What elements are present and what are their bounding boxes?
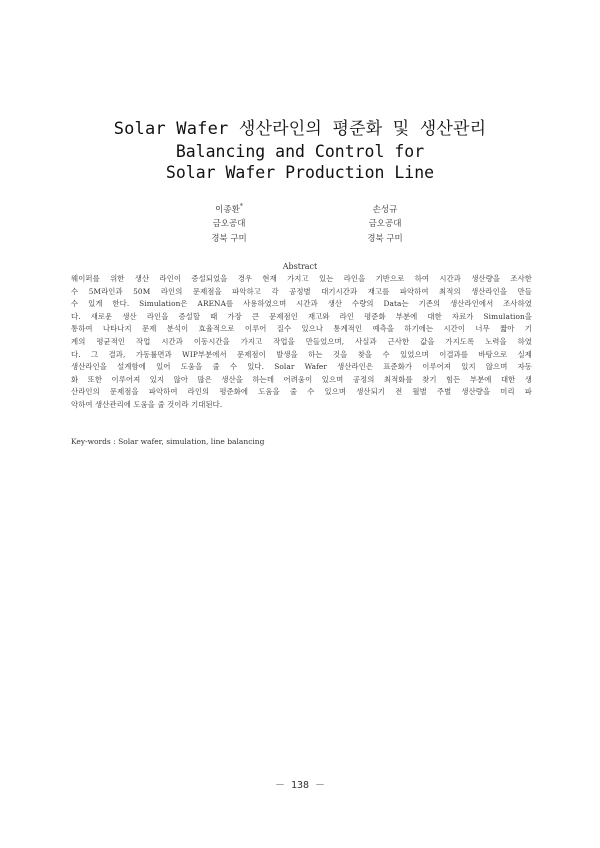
abstract-body: [71, 273, 532, 412]
abstract-line: 화 또한 이루어져 있지 않아 많은 생산을 하는데 어려움이 있으며 공정의 최적화를 찾기 힘든 부분에 대한 생: [71, 374, 532, 384]
title-korean: Solar Wafer 생산라인의 평준화 및 생산관리: [113, 119, 487, 139]
abstract-line: 산라인의 문제점을 파악하여 라인의 평준화에 도움을 줄 수 있으며 생산되기 전 월별 주별 생산량을 미리 파: [71, 387, 532, 397]
abstract-line: 악하여 생산관리에 도움을 줄 것이라 기대된다.: [71, 399, 223, 409]
author-location: 경북 구미: [367, 233, 403, 244]
abstract-line: 다. 그 결과, 가동률면과 WIP부분에서 문제점이 발생을 하는 것을 찾을 수 있었으며 이결과를 바탕으로 실제: [71, 349, 532, 359]
title-english-line2: Solar Wafer Production Line: [165, 163, 435, 182]
page-number: － 138 －: [274, 780, 326, 791]
author-name: 이종환*: [215, 203, 243, 215]
abstract-line: 웨이퍼를 위한 생산 라인이 증설되었을 경우 현재 가지고 있는 라인을 기반으로 하여 시간과 생산량을 조사한: [71, 274, 532, 283]
title-english-line1: Balancing and Control for: [175, 142, 425, 161]
abstract-line: 다. 새로운 생산 라인을 증설할 때 가장 큰 문제점인 재고와 라인 평준화 부분에 대한 자료가 Simulation을: [71, 311, 532, 321]
author-location: 경북 구미: [211, 233, 247, 244]
author-affiliation: 금오공대: [212, 219, 246, 230]
abstract-line: 수 있게 한다. Simulation은 ARENA를 사용하였으며 시간과 생산 수량의 Data는 기존의 생산라인에서 조사하였: [71, 299, 532, 309]
abstract-line: 생산라인을 설계함에 있어 도움을 줄 수 있다. Solar Wafer 생산라인은 표준화가 이루어져 있지 않으며 자동: [71, 362, 532, 372]
keywords: Key-words : Solar wafer, simulation, line balancing: [71, 437, 265, 446]
corresponding-mark: *: [239, 203, 243, 210]
author-block: [169, 200, 289, 246]
abstract-line: 수 5M라인과 50M 라인의 문제점을 파악하고 각 공정별 대기시간과 재고를 파악하여 최적의 생산라인을 만들: [71, 286, 532, 296]
author-block: [325, 200, 445, 246]
abstract-line: 통하여 나타나지 문제 분석이 효율적으로 이루어 질수 있으나 통계적인 예측을 하기에는 시간이 너무 짧아 기: [71, 324, 532, 334]
abstract-line: 계의 평균적인 작업 시간과 이동시간을 가지고 작업을 만들었으며, 사실과 근사한 값을 가지도록 노력을 하였: [71, 336, 532, 346]
author-affiliation: 금오공대: [368, 219, 402, 230]
abstract-heading: Abstract: [282, 262, 318, 271]
author-name: 손성규: [372, 204, 398, 215]
